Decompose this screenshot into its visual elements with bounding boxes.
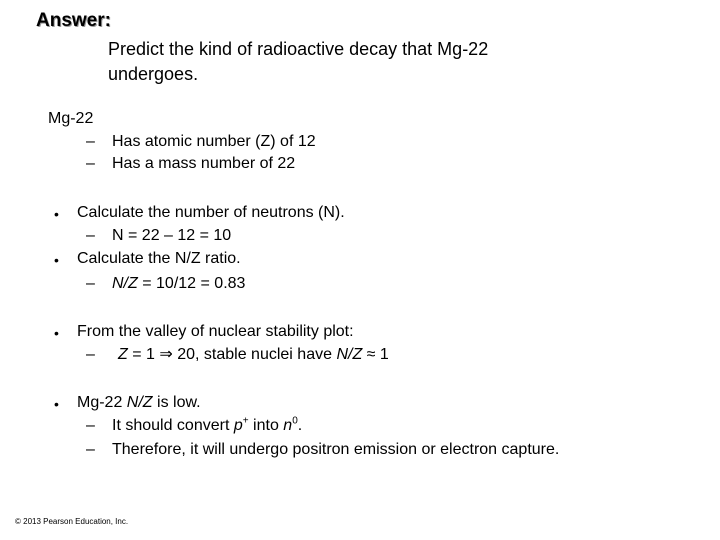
- neutron-calculation: [86, 225, 231, 247]
- mg22-atomic-number-text: Has atomic number (Z) of 12: [112, 133, 316, 150]
- dash: –: [86, 346, 95, 363]
- bullet-dot: •: [54, 206, 59, 222]
- bullet-dot: •: [54, 325, 59, 341]
- stability-text: 20, stable nuclei have: [172, 346, 337, 363]
- z-italic: Z: [118, 346, 128, 363]
- question-line-1: Predict the kind of radioactive decay that Mg-22: [108, 39, 489, 59]
- nz-italic: N/Z: [126, 394, 153, 411]
- nz-italic: N/Z: [112, 275, 138, 292]
- convert-text: It should convert: [112, 417, 234, 434]
- mg22-mass-number-text: Has a mass number of 22: [112, 155, 296, 172]
- positron-conclusion: [86, 439, 559, 461]
- approx-one: ≈ 1: [362, 346, 389, 363]
- dash: –: [86, 441, 95, 458]
- bullet-nz-ratio: Calculate the N/Z ratio.: [77, 250, 241, 267]
- bullet-neutrons: Calculate the number of neutrons (N).: [77, 204, 345, 221]
- nz-italic: N/Z: [336, 346, 363, 363]
- nz-value: = 10/12 = 0.83: [137, 275, 246, 292]
- proton-symbol: p: [233, 417, 243, 434]
- answer-heading: Answer:: [36, 10, 111, 31]
- bullet-mg22-low: [77, 392, 201, 414]
- z-range: = 1: [127, 346, 160, 363]
- copyright-notice: © 2013 Pearson Education, Inc.: [15, 517, 129, 526]
- neutron-charge: 0: [292, 415, 298, 427]
- bullet-valley-plot: From the valley of nuclear stability plot:: [77, 323, 354, 340]
- dash: –: [86, 275, 95, 292]
- bullet-dot: •: [54, 396, 59, 412]
- dash: –: [86, 227, 95, 244]
- dash: –: [86, 417, 95, 434]
- neutron-calculation-text: N = 22 – 12 = 10: [112, 227, 232, 244]
- dash: –: [86, 155, 95, 172]
- dash: –: [86, 133, 95, 150]
- convert-proton: [86, 415, 302, 437]
- implies-arrow-icon: ⇒: [159, 346, 173, 363]
- positron-conclusion-text: Therefore, it will undergo positron emission or electron capture.: [112, 441, 560, 458]
- nz-calculation: [86, 273, 245, 295]
- mg22-atomic-number: [86, 131, 316, 153]
- question-line-2: undergoes.: [108, 64, 199, 84]
- mg22-title: Mg-22: [48, 110, 94, 127]
- neutron-symbol: n: [283, 417, 293, 434]
- mg22-label: Mg-22: [77, 394, 127, 411]
- period: .: [297, 417, 303, 434]
- proton-charge: +: [242, 415, 249, 427]
- bullet-dot: •: [54, 252, 59, 268]
- mg22-mass-number: [86, 153, 295, 175]
- stability-rule: [86, 344, 389, 366]
- is-low-text: is low.: [152, 394, 201, 411]
- into-text: into: [248, 417, 284, 434]
